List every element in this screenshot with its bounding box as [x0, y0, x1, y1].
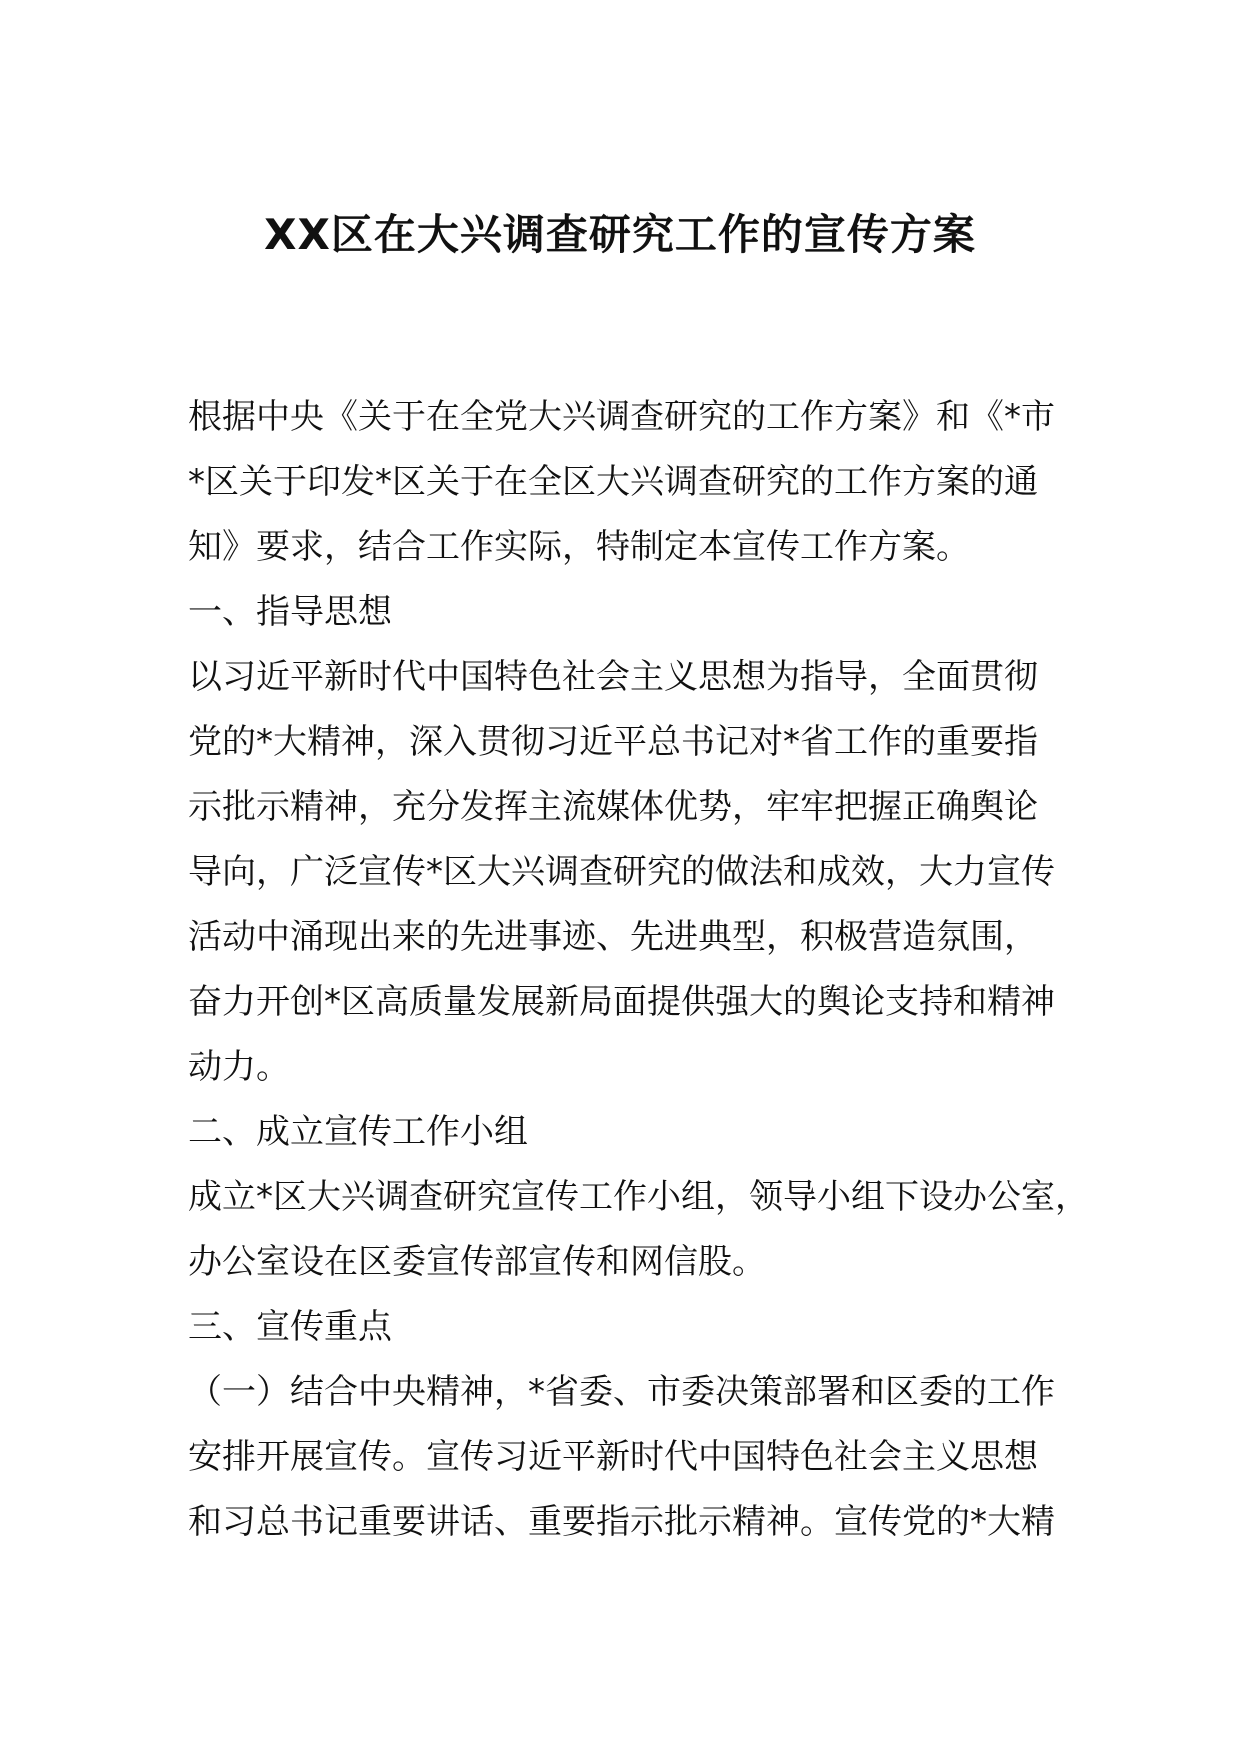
- paragraph-line: *区关于印发*区关于在全区大兴调查研究的工作方案的通: [188, 462, 1038, 502]
- paragraph-line: 和习总书记重要讲话、重要指示批示精神。宣传党的*大精: [188, 1502, 1055, 1542]
- paragraph-line: 安排开展宣传。宣传习近平新时代中国特色社会主义思想: [188, 1437, 1038, 1477]
- paragraph-line: 根据中央《关于在全党大兴调查研究的工作方案》和《*市: [188, 397, 1055, 437]
- document-title: XX区在大兴调查研究工作的宣传方案: [264, 210, 976, 259]
- paragraph-line: （一）结合中央精神，*省委、市委决策部署和区委的工作: [188, 1372, 1055, 1412]
- section-heading: 一、指导思想: [188, 592, 392, 632]
- section-heading: 三、宣传重点: [188, 1307, 392, 1347]
- document-body: [188, 385, 1088, 1555]
- paragraph-line: 党的*大精神，深入贯彻习近平总书记对*省工作的重要指: [188, 722, 1038, 762]
- paragraph-line: 动力。: [188, 1047, 290, 1087]
- paragraph-line: 导向，广泛宣传*区大兴调查研究的做法和成效，大力宣传: [188, 852, 1055, 892]
- paragraph-line: 奋力开创*区高质量发展新局面提供强大的舆论支持和精神: [188, 982, 1055, 1022]
- paragraph-line: 示批示精神，充分发挥主流媒体优势，牢牢把握正确舆论: [188, 787, 1038, 827]
- paragraph-line: 活动中涌现出来的先进事迹、先进典型，积极营造氛围，: [188, 917, 1038, 957]
- section-heading: 二、成立宣传工作小组: [188, 1112, 528, 1152]
- paragraph-line: 以习近平新时代中国特色社会主义思想为指导，全面贯彻: [188, 657, 1038, 697]
- paragraph-line: 成立*区大兴调查研究宣传工作小组，领导小组下设办公室，: [188, 1177, 1089, 1217]
- paragraph-line: 知》要求，结合工作实际，特制定本宣传工作方案。: [188, 527, 970, 567]
- paragraph-line: 办公室设在区委宣传部宣传和网信股。: [188, 1242, 766, 1282]
